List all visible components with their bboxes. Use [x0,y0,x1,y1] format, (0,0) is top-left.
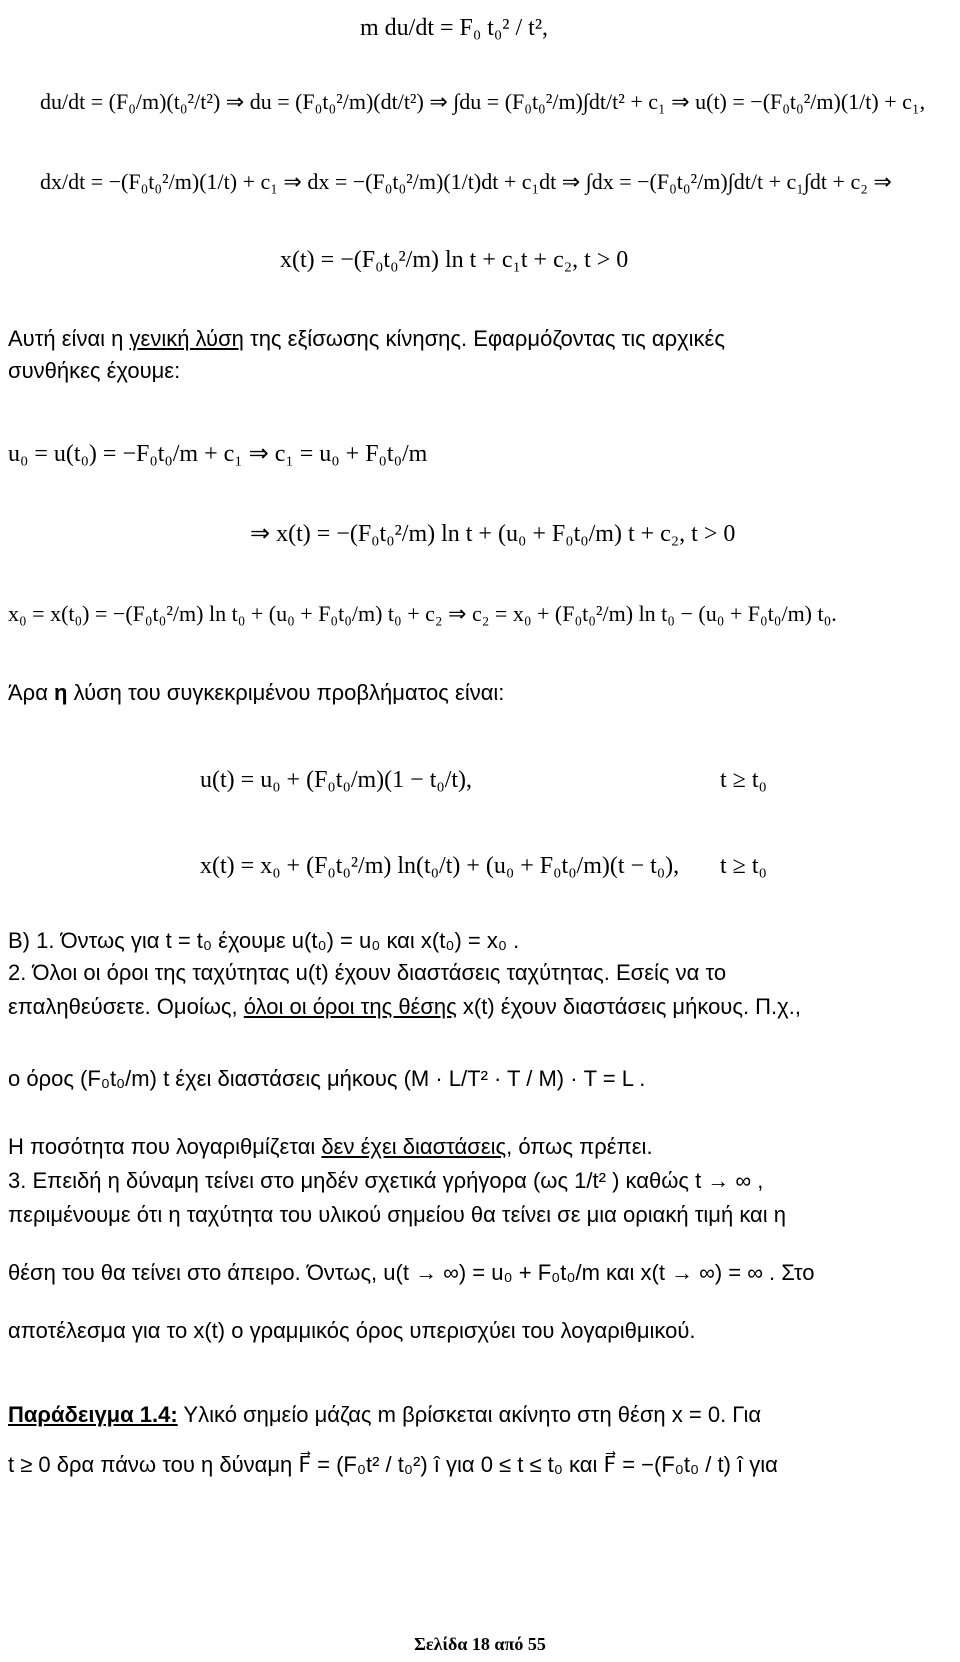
paragraph-b3-line1: 3. Επειδή η δύναμη τείνει στο μηδέν σχετικά γρήγορα (ως 1/t² ) καθώς t → ∞ , [8,1168,764,1193]
example-line2: t ≥ 0 δρα πάνω του η δύναμη F⃗ = (F₀t² / t₀²) î για 0 ≤ t ≤ t₀ και F⃗ = −(F₀t₀ / t) î για [8,1452,778,1477]
text-segment: επαληθεύσετε. Ομοίως, [8,994,244,1019]
footer-prefix: Σελίδα [414,1634,472,1654]
paragraph-b2-line4 [8,1132,653,1162]
text-segment: x(t) έχουν διαστάσεις μήκους. Π.χ., [456,994,801,1019]
text-segment: Άρα [8,680,55,705]
page-footer [0,1634,960,1655]
solution-velocity-condition: t ≥ t₀ [720,767,767,793]
text-segment: λύση του συγκεκριμένου προβλήματος είναι: [67,680,505,705]
paragraph-initial-conditions: συνθήκες έχουμε: [8,358,181,383]
paragraph-solution-intro [8,678,504,708]
equation-motion: m du/dt = F₀ t₀² / t², [360,15,549,41]
paragraph-general-solution [8,324,725,354]
equation-position: dx/dt = −(F₀t₀²/m)(1/t) + c₁ ⇒ dx = −(F₀t₀²/m)(1/t)dt + c₁dt ⇒ ∫dx = −(F₀t₀²/m)∫dt/t + c₁∫dt + c₂ ⇒ [40,169,892,194]
text-segment: Η ποσότητα που λογαριθμίζεται [8,1134,322,1159]
underlined-term: γενική λύση [129,326,244,351]
text-segment: , όπως πρέπει. [506,1134,653,1159]
solution-velocity: u(t) = u₀ + (F₀t₀/m)(1 − t₀/t), [200,767,473,793]
solution-position-condition: t ≥ t₀ [720,853,767,879]
page-number: 18 [471,1634,490,1654]
paragraph-b3-line4: αποτέλεσμα για το x(t) ο γραμμικός όρος υπερισχύει του λογαριθμικού. [8,1318,696,1343]
underlined-term: όλοι οι όροι της θέσης [243,994,457,1019]
paragraph-b2-line3: ο όρος (F₀t₀/m) t έχει διαστάσεις μήκους (M · L/T² · T / M) · T = L . [8,1066,646,1091]
footer-middle: από [489,1634,528,1654]
bold-article: η [54,680,68,705]
text-segment: Αυτή είναι η [8,326,130,351]
text-segment: Υλικό σημείο μάζας m βρίσκεται ακίνητο στη θέση x = 0. Για [177,1402,762,1427]
solution-position: x(t) = x₀ + (F₀t₀²/m) ln(t₀/t) + (u₀ + F₀t₀/m)(t − t₀), [200,853,680,879]
page-total: 55 [527,1634,546,1654]
example-heading-line [8,1400,761,1430]
text-segment: της εξίσωσης κίνησης. Εφαρμόζοντας τις αρχικές [243,326,725,351]
paragraph-b3-line2: περιμένουμε ότι η ταχύτητα του υλικού σημείου θα τείνει σε μια οριακή τιμή και η [8,1202,787,1227]
equation-x-with-c1: ⇒ x(t) = −(F₀t₀²/m) ln t + (u₀ + F₀t₀/m) t + c₂, t > 0 [250,521,736,547]
example-title: Παράδειγμα 1.4: [8,1402,178,1427]
paragraph-b1: Β) 1. Όντως για t = t₀ έχουμε u(t₀) = u₀ και x(t₀) = x₀ . [8,928,520,953]
underlined-term: δεν έχει διαστάσεις [321,1134,507,1159]
equation-general-solution: x(t) = −(F₀t₀²/m) ln t + c₁t + c₂, t > 0 [280,247,629,273]
paragraph-b2-line2 [8,992,801,1022]
paragraph-b2-line1: 2. Όλοι οι όροι της ταχύτητας u(t) έχουν διαστάσεις ταχύτητας. Εσείς να το [8,960,727,985]
equation-c1: u₀ = u(t₀) = −F₀t₀/m + c₁ ⇒ c₁ = u₀ + F₀t₀/m [8,441,428,467]
equation-c2: x₀ = x(t₀) = −(F₀t₀²/m) ln t₀ + (u₀ + F₀t₀/m) t₀ + c₂ ⇒ c₂ = x₀ + (F₀t₀²/m) ln t₀ − (u₀ + F₀t₀/m) t₀. [8,601,837,626]
paragraph-b3-line3: θέση του θα τείνει στο άπειρο. Όντως, u(t → ∞) = u₀ + F₀t₀/m και x(t → ∞) = ∞ . Στο [8,1260,815,1285]
equation-velocity: du/dt = (F₀/m)(t₀²/t²) ⇒ du = (F₀t₀²/m)(dt/t²) ⇒ ∫du = (F₀t₀²/m)∫dt/t² + c₁ ⇒ u(t) = −(F₀t₀²/m)(1/t) + c₁, [40,89,926,114]
